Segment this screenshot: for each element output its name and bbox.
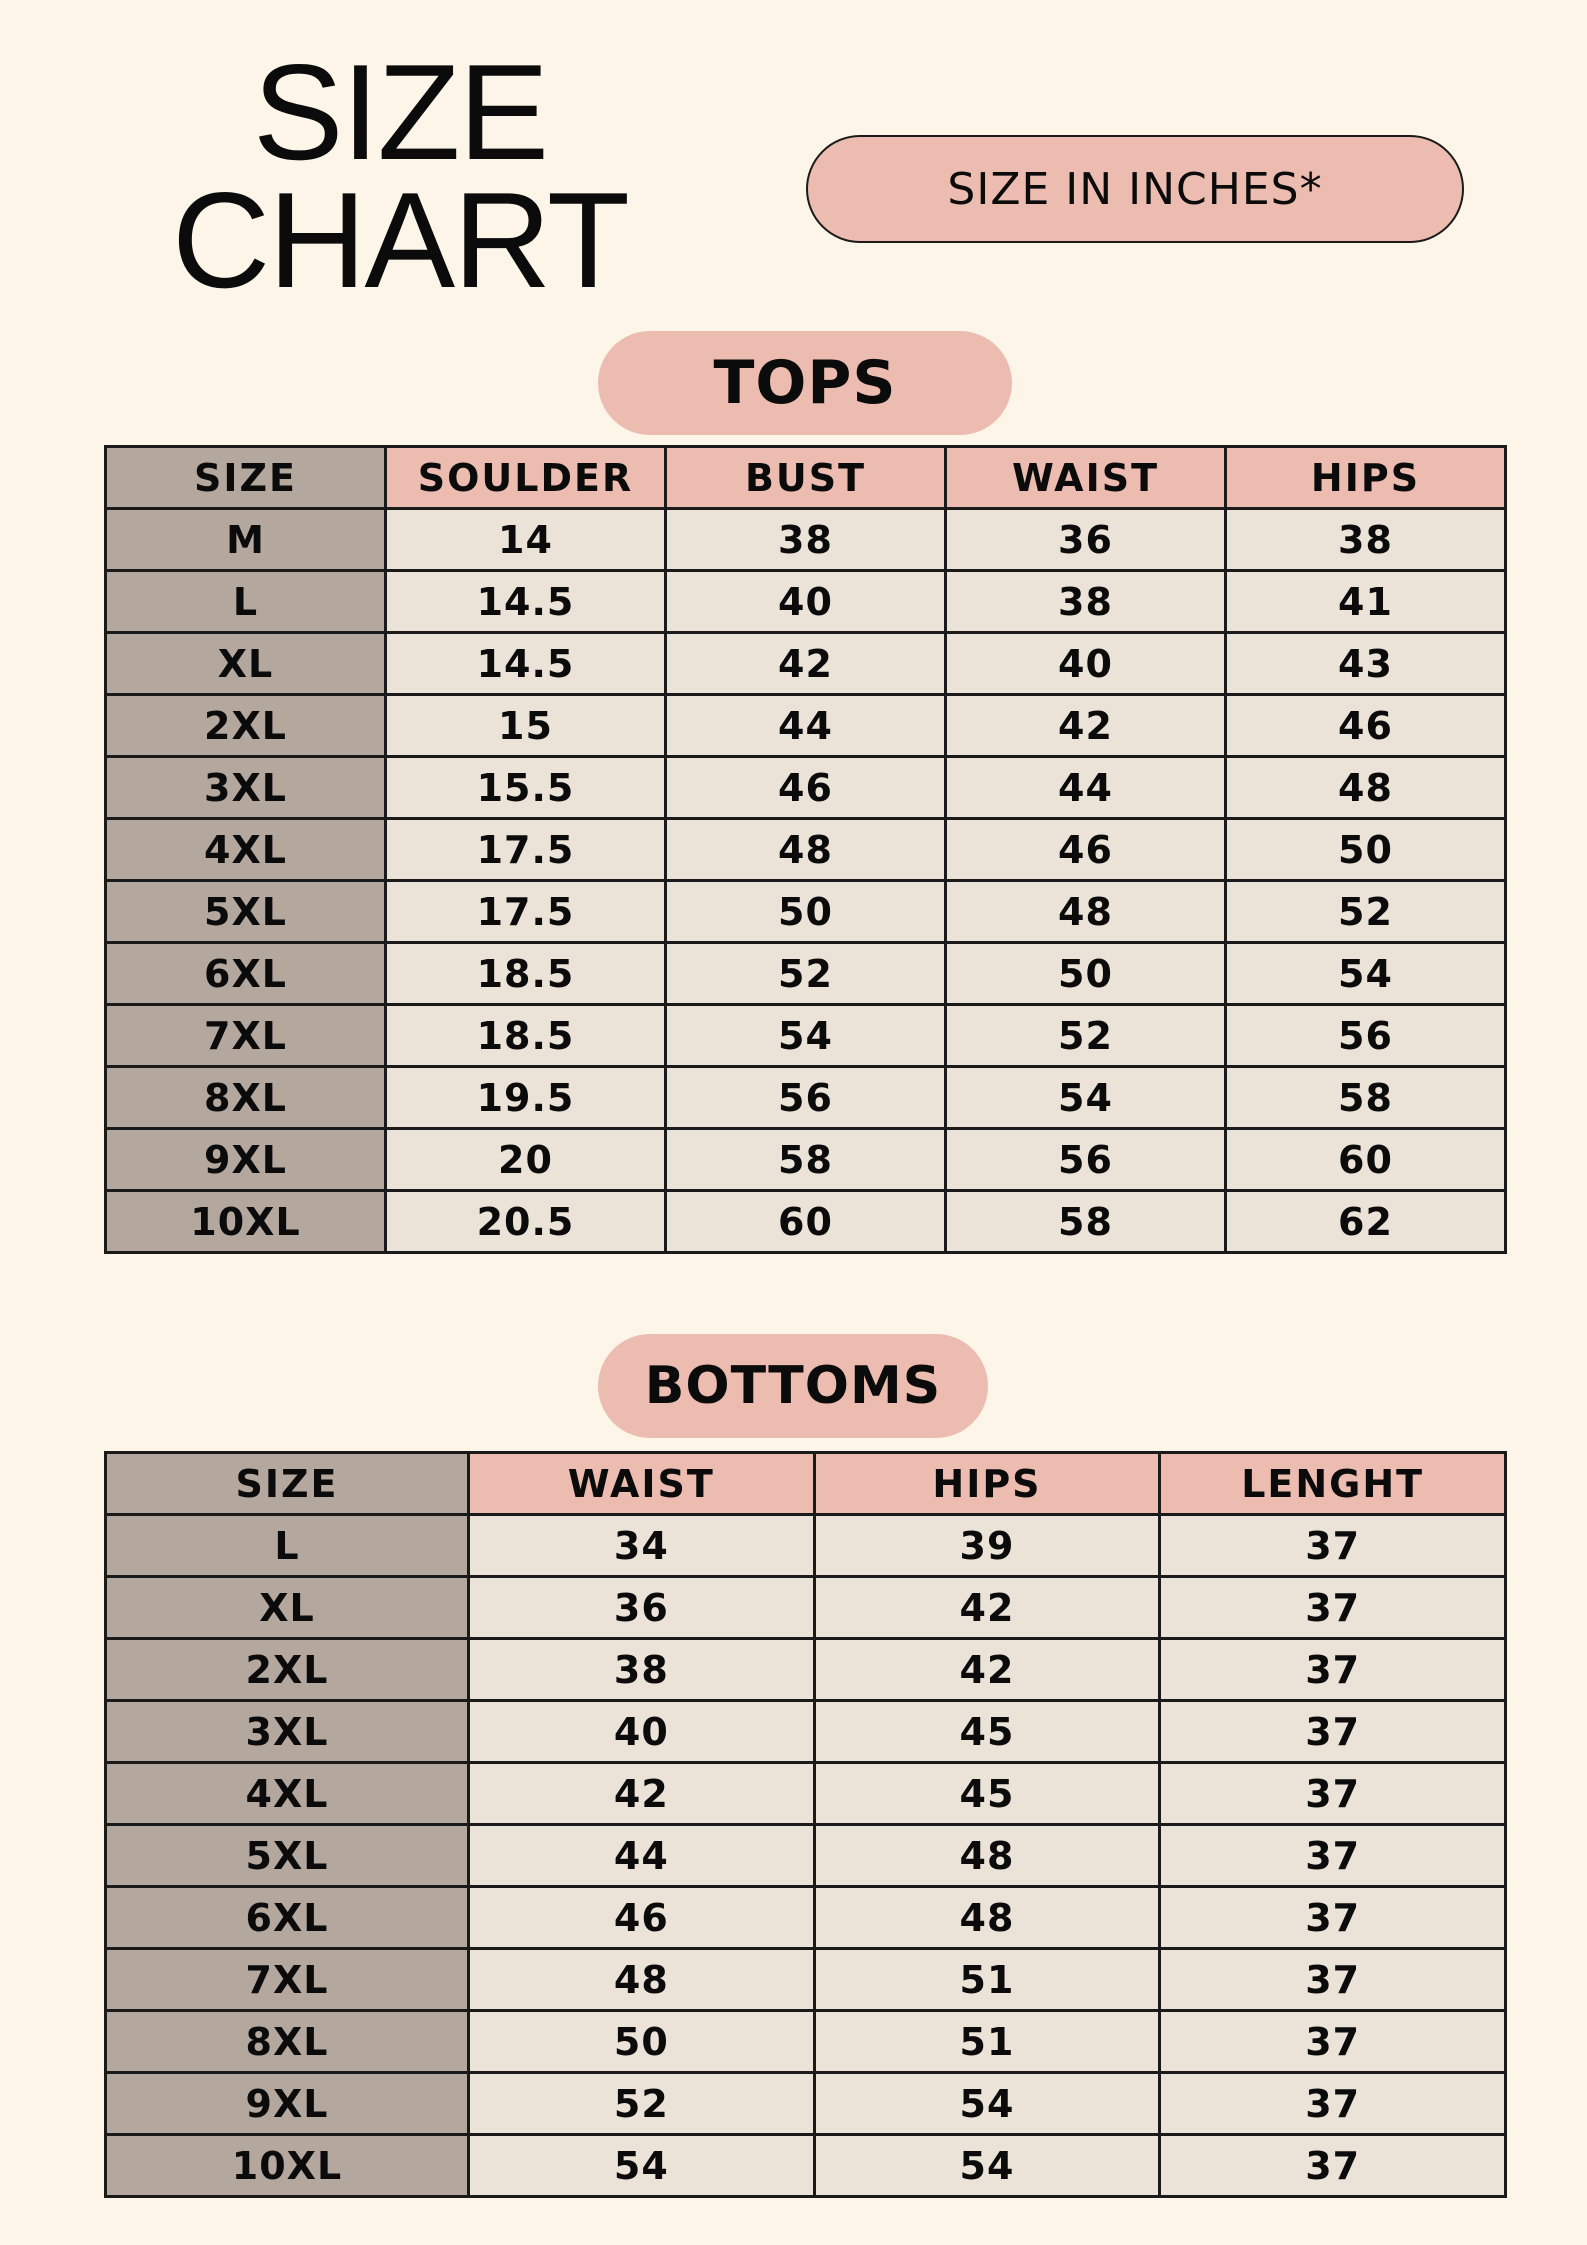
measurement-cell: 60 [666,1191,946,1253]
size-cell: 3XL [106,1701,469,1763]
bottoms-column-header: WAIST [469,1453,815,1515]
measurement-cell: 48 [814,1887,1160,1949]
title-line-2: CHART [172,164,628,316]
measurement-cell: 58 [1226,1067,1506,1129]
size-cell: 8XL [106,1067,386,1129]
bottoms-size-table [104,1451,1507,2198]
tops-column-header: WAIST [946,447,1226,509]
table-row [106,1949,1506,2011]
table-row [106,819,1506,881]
page-title [140,36,660,316]
table-row [106,2135,1506,2197]
size-cell: XL [106,1577,469,1639]
bottoms-column-header: SIZE [106,1453,469,1515]
measurement-cell: 36 [469,1577,815,1639]
measurement-cell: 56 [666,1067,946,1129]
size-cell: 7XL [106,1005,386,1067]
measurement-cell: 17.5 [386,881,666,943]
measurement-cell: 42 [666,633,946,695]
measurement-cell: 52 [666,943,946,1005]
table-row [106,2011,1506,2073]
size-cell: 8XL [106,2011,469,2073]
tops-column-header: SOULDER [386,447,666,509]
measurement-cell: 15.5 [386,757,666,819]
measurement-cell: 37 [1160,1763,1506,1825]
measurement-cell: 37 [1160,1949,1506,2011]
measurement-cell: 54 [946,1067,1226,1129]
table-row [106,509,1506,571]
measurement-cell: 14.5 [386,571,666,633]
size-cell: 10XL [106,2135,469,2197]
measurement-cell: 54 [1226,943,1506,1005]
table-row [106,571,1506,633]
table-row [106,695,1506,757]
size-cell: 2XL [106,1639,469,1701]
measurement-cell: 50 [1226,819,1506,881]
table-row [106,1887,1506,1949]
measurement-cell: 44 [946,757,1226,819]
measurement-cell: 46 [946,819,1226,881]
measurement-cell: 17.5 [386,819,666,881]
size-cell: 7XL [106,1949,469,2011]
measurement-cell: 42 [946,695,1226,757]
tops-header-row [106,447,1506,509]
tops-column-header: HIPS [1226,447,1506,509]
size-cell: 3XL [106,757,386,819]
measurement-cell: 52 [469,2073,815,2135]
bottoms-table-body [106,1515,1506,2197]
measurement-cell: 18.5 [386,943,666,1005]
measurement-cell: 56 [1226,1005,1506,1067]
measurement-cell: 48 [814,1825,1160,1887]
measurement-cell: 50 [666,881,946,943]
size-cell: XL [106,633,386,695]
table-row [106,2073,1506,2135]
measurement-cell: 20.5 [386,1191,666,1253]
table-row [106,1515,1506,1577]
measurement-cell: 37 [1160,2073,1506,2135]
measurement-cell: 20 [386,1129,666,1191]
tops-column-header: BUST [666,447,946,509]
measurement-cell: 54 [814,2135,1160,2197]
measurement-cell: 18.5 [386,1005,666,1067]
size-cell: 6XL [106,943,386,1005]
bottoms-section-label: BOTTOMS [598,1334,988,1438]
measurement-cell: 34 [469,1515,815,1577]
size-cell: 5XL [106,881,386,943]
bottoms-column-header: HIPS [814,1453,1160,1515]
measurement-cell: 48 [666,819,946,881]
size-cell: 6XL [106,1887,469,1949]
measurement-cell: 41 [1226,571,1506,633]
measurement-cell: 38 [1226,509,1506,571]
measurement-cell: 48 [946,881,1226,943]
measurement-cell: 46 [469,1887,815,1949]
size-cell: M [106,509,386,571]
table-row [106,1005,1506,1067]
tops-column-header: SIZE [106,447,386,509]
measurement-cell: 54 [814,2073,1160,2135]
measurement-cell: 39 [814,1515,1160,1577]
measurement-cell: 38 [946,571,1226,633]
table-row [106,1763,1506,1825]
tops-size-table [104,445,1507,1254]
measurement-cell: 52 [1226,881,1506,943]
size-cell: 4XL [106,1763,469,1825]
table-row [106,633,1506,695]
table-row [106,1129,1506,1191]
measurement-cell: 46 [666,757,946,819]
measurement-cell: 14 [386,509,666,571]
measurement-cell: 62 [1226,1191,1506,1253]
measurement-cell: 40 [469,1701,815,1763]
units-badge: SIZE IN INCHES* [806,135,1464,243]
measurement-cell: 54 [666,1005,946,1067]
measurement-cell: 58 [666,1129,946,1191]
measurement-cell: 58 [946,1191,1226,1253]
measurement-cell: 37 [1160,2135,1506,2197]
measurement-cell: 37 [1160,1639,1506,1701]
measurement-cell: 51 [814,2011,1160,2073]
measurement-cell: 44 [469,1825,815,1887]
measurement-cell: 50 [469,2011,815,2073]
measurement-cell: 45 [814,1763,1160,1825]
size-cell: 4XL [106,819,386,881]
table-row [106,1191,1506,1253]
measurement-cell: 60 [1226,1129,1506,1191]
table-row [106,881,1506,943]
measurement-cell: 44 [666,695,946,757]
measurement-cell: 37 [1160,1515,1506,1577]
measurement-cell: 51 [814,1949,1160,2011]
measurement-cell: 42 [469,1763,815,1825]
table-row [106,1825,1506,1887]
measurement-cell: 50 [946,943,1226,1005]
tops-table-body [106,509,1506,1253]
measurement-cell: 36 [946,509,1226,571]
measurement-cell: 56 [946,1129,1226,1191]
bottoms-header-row [106,1453,1506,1515]
measurement-cell: 38 [469,1639,815,1701]
table-row [106,1701,1506,1763]
tops-section-label: TOPS [598,331,1012,435]
measurement-cell: 48 [1226,757,1506,819]
size-cell: 2XL [106,695,386,757]
measurement-cell: 37 [1160,2011,1506,2073]
size-cell: 9XL [106,1129,386,1191]
measurement-cell: 43 [1226,633,1506,695]
measurement-cell: 42 [814,1577,1160,1639]
size-cell: 10XL [106,1191,386,1253]
measurement-cell: 37 [1160,1887,1506,1949]
measurement-cell: 46 [1226,695,1506,757]
measurement-cell: 14.5 [386,633,666,695]
measurement-cell: 54 [469,2135,815,2197]
measurement-cell: 37 [1160,1701,1506,1763]
measurement-cell: 15 [386,695,666,757]
measurement-cell: 37 [1160,1577,1506,1639]
measurement-cell: 37 [1160,1825,1506,1887]
measurement-cell: 38 [666,509,946,571]
measurement-cell: 40 [666,571,946,633]
measurement-cell: 19.5 [386,1067,666,1129]
measurement-cell: 42 [814,1639,1160,1701]
size-cell: 5XL [106,1825,469,1887]
title-line-1: SIZE [252,36,548,188]
bottoms-column-header: LENGHT [1160,1453,1506,1515]
table-row [106,1067,1506,1129]
measurement-cell: 52 [946,1005,1226,1067]
table-row [106,1577,1506,1639]
table-row [106,1639,1506,1701]
size-cell: 9XL [106,2073,469,2135]
measurement-cell: 45 [814,1701,1160,1763]
table-row [106,757,1506,819]
size-cell: L [106,571,386,633]
table-row [106,943,1506,1005]
size-cell: L [106,1515,469,1577]
measurement-cell: 40 [946,633,1226,695]
measurement-cell: 48 [469,1949,815,2011]
